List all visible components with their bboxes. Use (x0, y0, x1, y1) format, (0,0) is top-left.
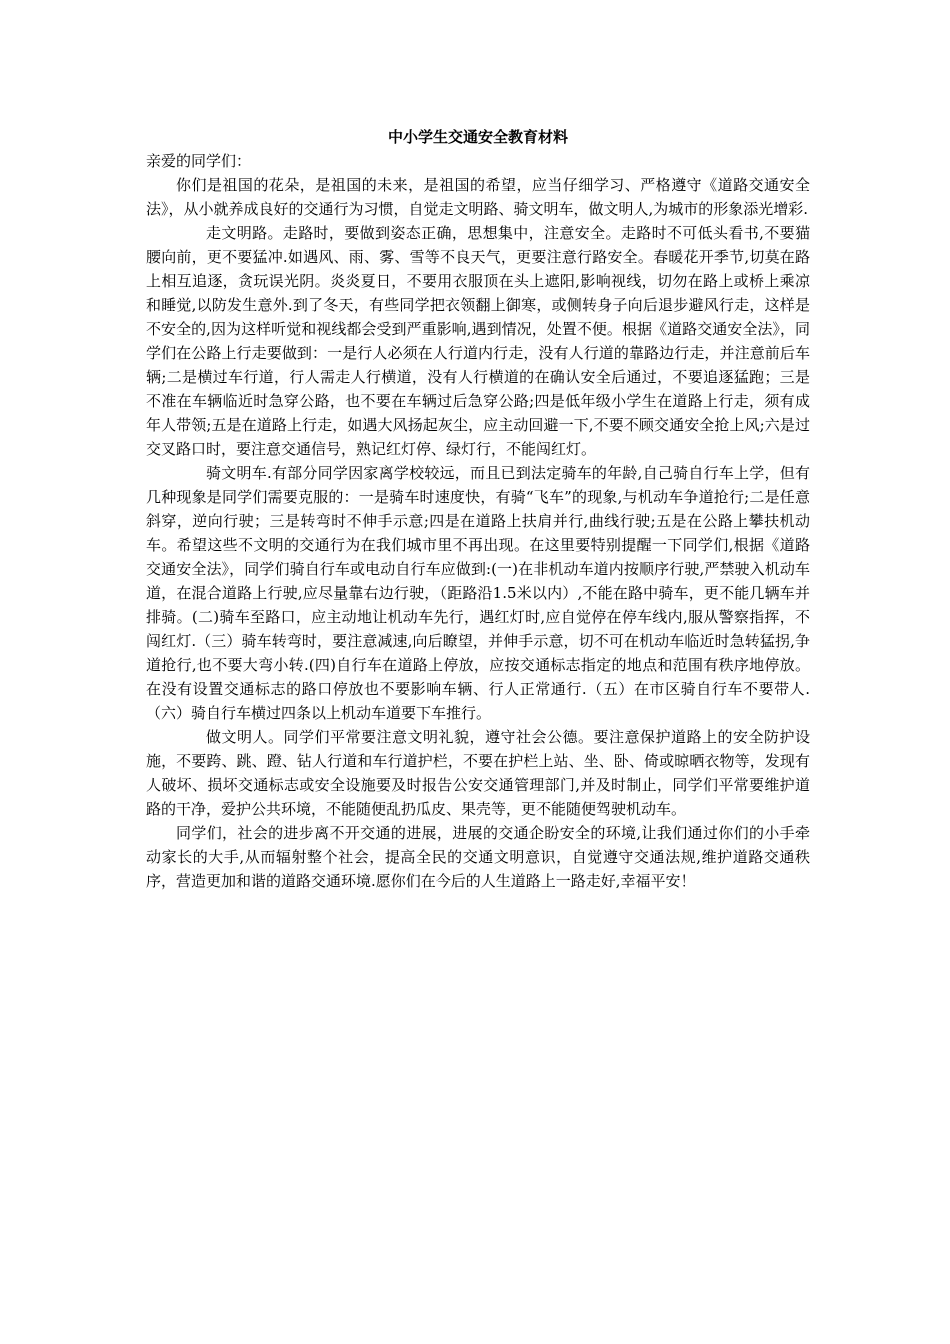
document-page (146, 125, 810, 893)
civil-paragraph: 做文明人。同学们平常要注意文明礼貌，遵守社会公德。要注意保护道路上的安全防护设施，不要跨、跳、蹬、钻人行道和车行道护栏，不要在护栏上站、坐、卧、倚或晾晒衣物等，发现有人破坏、损坏交通标志或安全设施要及时报告公安交通管理部门,并及时制止，同学们平常要维护道路的干净，爱护公共环境，不能随便乱扔瓜皮、果壳等，更不能随便驾驶机动车。 (146, 728, 810, 818)
closing-paragraph: 同学们，社会的进步离不开交通的进展，进展的交通企盼安全的环境,让我们通过你们的小手牵动家长的大手,从而辐射整个社会，提高全民的交通文明意识，自觉遵守交通法规,维护道路交通秩序，营造更加和谐的道路交通环境.愿你们在今后的人生道路上一路走好,幸福平安！ (146, 824, 810, 890)
ride-paragraph: 骑文明车.有部分同学因家离学校较远，而且已到法定骑车的年龄,自己骑自行车上学，但有几种现象是同学们需要克服的：一是骑车时速度快，有骑“飞车”的现象,与机动车争道抢行;二是任意斜穿，逆向行驶；三是转弯时不伸手示意;四是在道路上扶肩并行,曲线行驶;五是在公路上攀扶机动车。希望这些不文明的交通行为在我们城市里不再出现。在这里要特别提醒一下同学们,根据《道路交通安全法》，同学们骑自行车或电动自行车应做到:(一)在非机动车道内按顺序行驶,严禁驶入机动车道，在混合道路上行驶,应尽量靠右边行驶，（距路沿1.5米以内）,不能在路中骑车，更不能几辆车并排骑。(二)骑车至路口，应主动地让机动车先行，遇红灯时,应自觉停在停车线内,服从警察指挥，不闯红灯.（三）骑车转弯时，要注意减速,向后瞭望，并伸手示意，切不可在机动车临近时急转猛拐,争道抢行,也不要大弯小转.(四)自行车在道路上停放，应按交通标志指定的地点和范围有秩序地停放。在没有设置交通标志的路口停放也不要影响车辆、行人正常通行.（五）在市区骑自行车不要带人.（六）骑自行车横过四条以上机动车道要下车推行。 (146, 464, 810, 722)
document-title: 中小学生交通安全教育材料 (387, 128, 568, 146)
salutation: 亲爱的同学们： (146, 152, 252, 170)
intro-paragraph: 你们是祖国的花朵，是祖国的未来，是祖国的希望，应当仔细学习、严格遵守《道路交通安全法》，从小就养成良好的交通行为习惯，自觉走文明路、骑文明车，做文明人,为城市的形象添光增彩. (146, 176, 810, 218)
walk-paragraph: 走文明路。走路时，要做到姿态正确，思想集中，注意安全。走路时不可低头看书,不要猫腰向前，更不要猛冲.如遇风、雨、雾、雪等不良天气，更要注意行路安全。春暖花开季节,切莫在路上相互追逐，贪玩误光阴。炎炎夏日，不要用衣服顶在头上遮阳,影响视线，切勿在路上或桥上乘凉和睡觉,以防发生意外.到了冬天，有些同学把衣领翻上御寒，或侧转身子向后退步避风行走，这样是不安全的,因为这样听觉和视线都会受到严重影响,遇到情况，处置不便。根据《道路交通安全法》，同学们在公路上行走要做到：一是行人必须在人行道内行走，没有人行道的靠路边行走，并注意前后车辆;二是横过车行道，行人需走人行横道，没有人行横道的在确认安全后通过，不要追逐猛跑；三是不准在车辆临近时急穿公路，也不要在车辆过后急穿公路;四是低年级小学生在道路上行走，须有成年人带领;五是在道路上行走，如遇大风扬起灰尘，应主动回避一下,不要不顾交通安全抢上风;六是过交叉路口时，要注意交通信号，熟记红灯停、绿灯行，不能闯红灯。 (146, 224, 810, 458)
